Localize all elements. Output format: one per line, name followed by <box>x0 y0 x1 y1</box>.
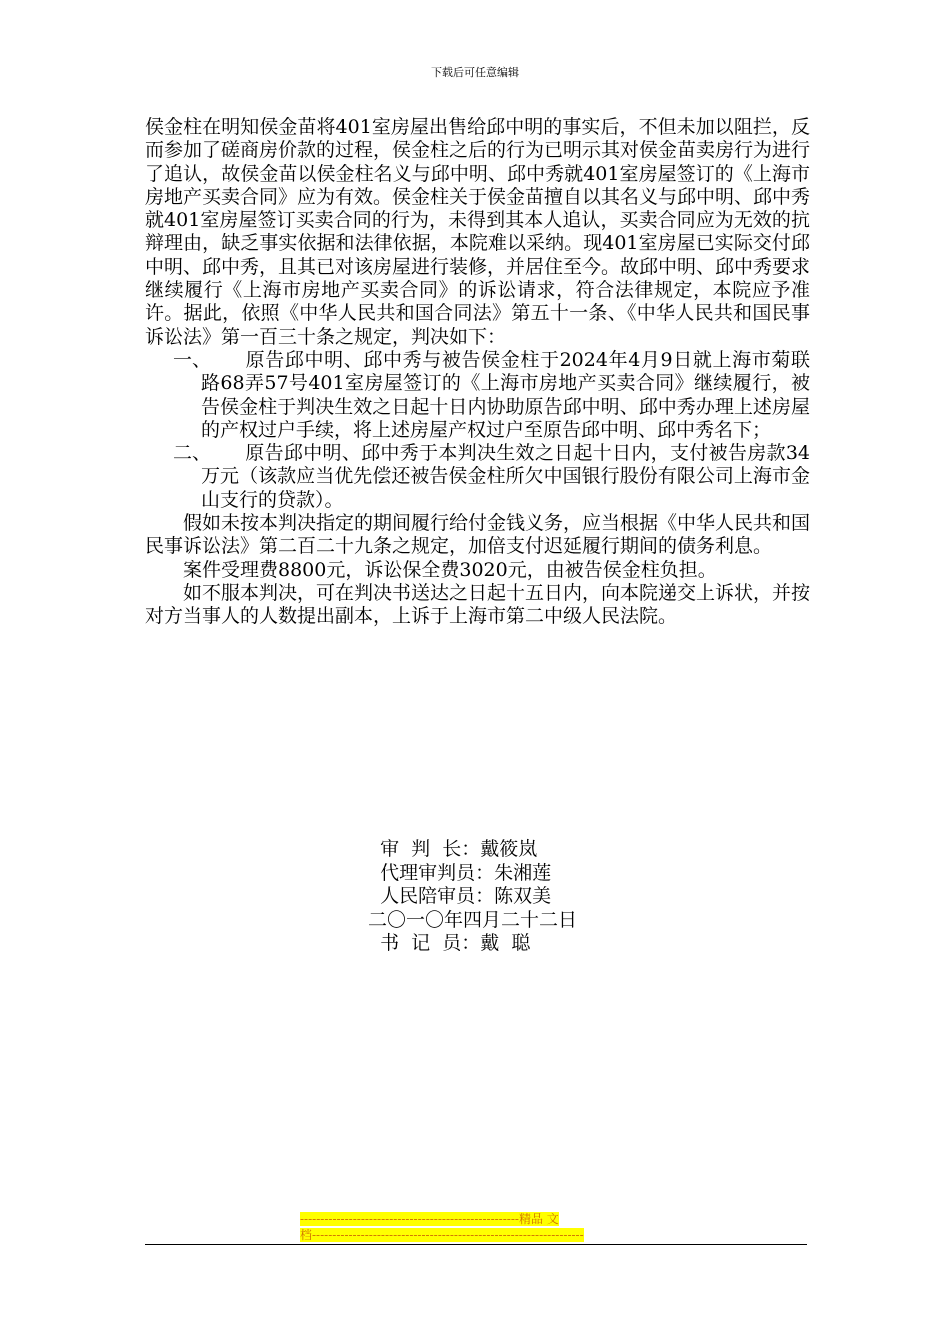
footer-watermark <box>300 1211 650 1243</box>
footer-watermark-line-2 <box>300 1227 650 1243</box>
presiding-judge: 审 判 长：戴筱岚 <box>368 838 538 860</box>
ruling-item-2 <box>173 442 810 512</box>
footer-watermark-text-1: ------------------------------------------------------精品 文 <box>300 1212 559 1226</box>
ruling-item-2-text: 原告邱中明、邱中秀于本判决生效之日起十日内，支付被告房款34万元（该款应当优先偿还被告侯金柱所欠中国银行股份有限公司上海市金山支行的贷款）。 <box>201 442 810 511</box>
judgment-date: 二〇一〇年四月二十二日 <box>368 908 578 931</box>
fee-paragraph: 案件受理费8800元，诉讼保全费3020元，由被告侯金柱负担。 <box>183 558 717 581</box>
ruling-item-1-number: 一、 <box>173 348 212 371</box>
ruling-item-2-number: 二、 <box>173 442 212 465</box>
footer-watermark-line-1 <box>300 1211 650 1227</box>
interest-paragraph: 假如未按本判决指定的期间履行给付金钱义务，应当根据《中华人民共和国民事诉讼法》第二百二十九条之规定，加倍支付迟延履行期间的债务利息。 <box>145 512 811 558</box>
ruling-item-1-text: 原告邱中明、邱中秀与被告侯金柱于2024年4月9日就上海市菊联路68弄57号401室房屋签订的《上海市房地产买卖合同》继续履行，被告侯金柱于判决生效之日起十日内协助原告邱中明、邱中秀办理上述房屋的产权过户手续，将上述房屋产权过户至原告邱中明、邱中秀名下； <box>201 348 810 441</box>
appeal-paragraph: 如不服本判决，可在判决书送达之日起十五日内，向本院递交上诉状，并按对方当事人的人数提出副本，上诉于上海市第二中级人民法院。 <box>145 581 811 628</box>
judgment-body <box>145 116 810 629</box>
ruling-item-1 <box>173 348 810 442</box>
court-clerk: 书 记 员：戴 聪 <box>368 932 531 954</box>
people-assessor: 人民陪审员：陈双美 <box>368 885 552 907</box>
signature-block <box>368 838 688 956</box>
page-header: 下载后可任意编辑 <box>431 66 519 79</box>
footer-divider <box>145 1244 807 1245</box>
footer-watermark-text-2: 档------------------------------------------------------------------- <box>300 1228 584 1242</box>
acting-judge: 代理审判员：朱湘莲 <box>368 861 552 884</box>
reasoning-paragraph: 侯金柱在明知侯金苗将401室房屋出售给邱中明的事实后，不但未加以阻拦，反而参加了磋商房价款的过程，侯金柱之后的行为已明示其对侯金苗卖房行为进行了追认，故侯金苗以侯金柱名义与邱中明、邱中秀就401室房屋签订的《上海市房地产买卖合同》应为有效。侯金柱关于侯金苗擅自以其名义与邱中明、邱中秀就401室房屋签订买卖合同的行为，未得到其本人追认，买卖合同应为无效的抗辩理由，缺乏事实依据和法律依据，本院难以采纳。现401室房屋已实际交付邱中明、邱中秀，且其已对该房屋进行装修，并居住至今。故邱中明、邱中秀要求继续履行《上海市房地产买卖合同》的诉讼请求，符合法律规定，本院应予准许。据此，依照《中华人民共和国合同法》第五十一条、《中华人民共和国民事诉讼法》第一百三十条之规定，判决如下： <box>145 116 811 348</box>
